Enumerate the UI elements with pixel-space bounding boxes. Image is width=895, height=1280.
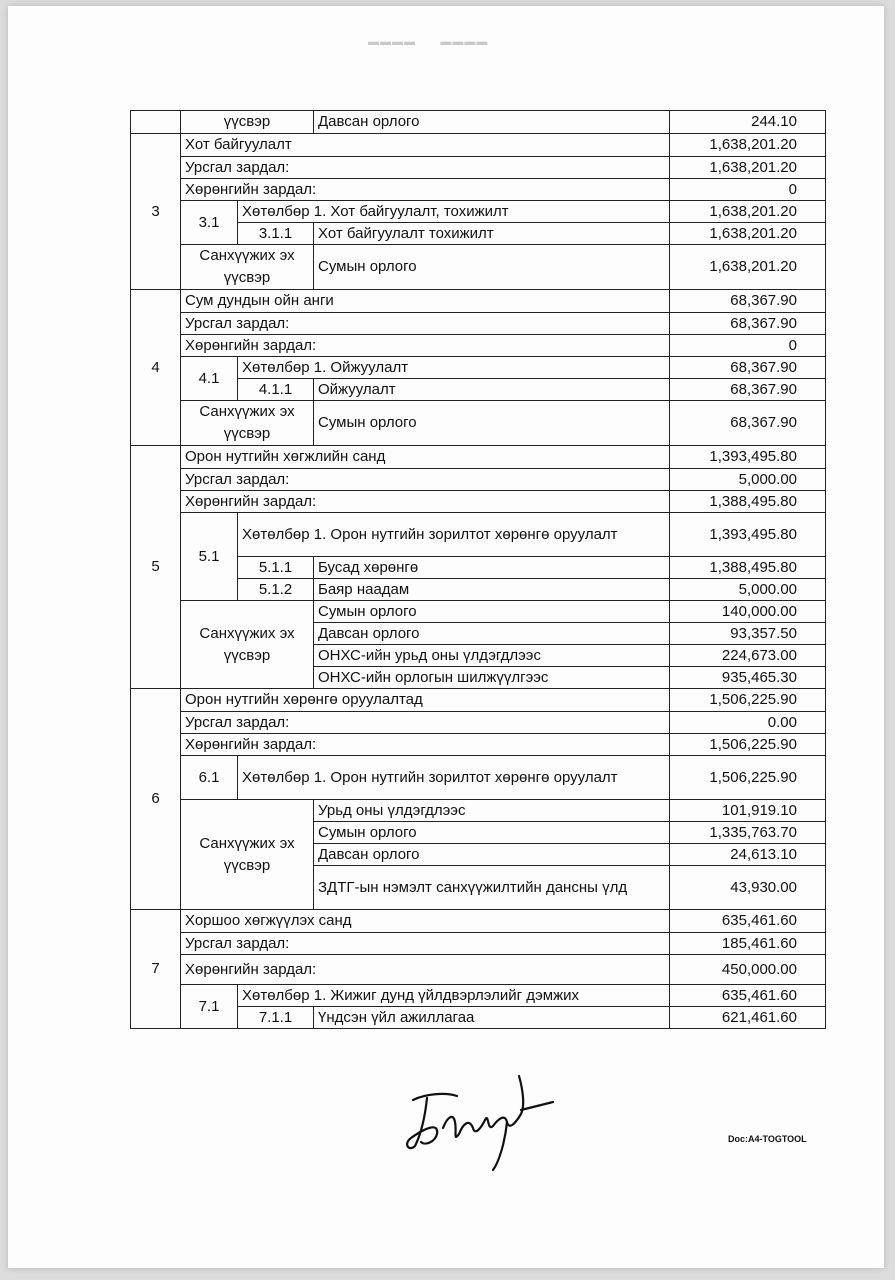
funding-source-name: Сумын орлого bbox=[314, 601, 670, 623]
program-amount: 1,506,225.90 bbox=[670, 756, 826, 800]
capital-expense-amount: 0 bbox=[670, 335, 826, 357]
section-title: Хот байгуулалт bbox=[181, 134, 670, 157]
table-row bbox=[131, 157, 826, 179]
section-number: 4 bbox=[131, 290, 181, 446]
table-row bbox=[131, 179, 826, 201]
section-amount: 1,638,201.20 bbox=[670, 134, 826, 157]
subprogram-amount: 621,461.60 bbox=[670, 1007, 826, 1029]
funding-source-label: Санхүүжих эх үүсвэр bbox=[181, 401, 314, 446]
section-number: 5 bbox=[131, 446, 181, 689]
section-title: Сум дундын ойн анги bbox=[181, 290, 670, 313]
capital-expense-amount: 0 bbox=[670, 179, 826, 201]
table-row bbox=[131, 290, 826, 313]
funding-source-amount: 224,673.00 bbox=[670, 645, 826, 667]
subprogram-number: 4.1.1 bbox=[238, 379, 314, 401]
table-row bbox=[131, 689, 826, 712]
section-number: 3 bbox=[131, 134, 181, 290]
subprogram-name: Үндсэн үйл ажиллагаа bbox=[314, 1007, 670, 1029]
funding-source-label: Санхүүжих эх үүсвэр bbox=[181, 601, 314, 689]
funding-source-name: Давсан орлого bbox=[314, 844, 670, 866]
subprogram-amount: 68,367.90 bbox=[670, 379, 826, 401]
section-amount: 68,367.90 bbox=[670, 290, 826, 313]
current-expense-label: Урсгал зардал: bbox=[181, 313, 670, 335]
program-amount: 635,461.60 bbox=[670, 985, 826, 1007]
subprogram-number: 5.1.2 bbox=[238, 579, 314, 601]
table-row bbox=[131, 933, 826, 955]
subprogram-number: 3.1.1 bbox=[238, 223, 314, 245]
table-row bbox=[131, 756, 826, 800]
section-number-cell-cont bbox=[131, 111, 181, 134]
section-title: Орон нутгийн хөгжлийн санд bbox=[181, 446, 670, 469]
funding-source-name: ОНХС-ийн орлогын шилжүүлгээс bbox=[314, 667, 670, 689]
funding-source-amount: 68,367.90 bbox=[670, 401, 826, 446]
program-name: Хөтөлбөр 1. Орон нутгийн зорилтот хөрөнгө оруулалт bbox=[238, 513, 670, 557]
current-expense-amount: 0.00 bbox=[670, 712, 826, 734]
handwritten-signature bbox=[395, 1062, 555, 1172]
table-row bbox=[131, 955, 826, 985]
table-row bbox=[131, 985, 826, 1007]
funding-source-amount: 24,613.10 bbox=[670, 844, 826, 866]
capital-expense-label: Хөрөнгийн зардал: bbox=[181, 491, 670, 513]
section-amount: 1,506,225.90 bbox=[670, 689, 826, 712]
funding-source-name: Сумын орлого bbox=[314, 245, 670, 290]
table-row bbox=[131, 446, 826, 469]
capital-expense-label: Хөрөнгийн зардал: bbox=[181, 335, 670, 357]
funding-source-name: ЗДТГ-ын нэмэлт санхүүжилтийн дансны үлд bbox=[314, 866, 670, 910]
program-number: 6.1 bbox=[181, 756, 238, 800]
funding-source-amount: 935,465.30 bbox=[670, 667, 826, 689]
section-amount: 1,393,495.80 bbox=[670, 446, 826, 469]
current-expense-amount: 5,000.00 bbox=[670, 469, 826, 491]
capital-expense-amount: 450,000.00 bbox=[670, 955, 826, 985]
subprogram-name: Ойжуулалт bbox=[314, 379, 670, 401]
table-row bbox=[131, 401, 826, 446]
section-amount: 635,461.60 bbox=[670, 910, 826, 933]
subprogram-name: Баяр наадам bbox=[314, 579, 670, 601]
subprogram-name: Хот байгуулалт тохижилт bbox=[314, 223, 670, 245]
budget-table bbox=[130, 110, 826, 1029]
funding-source-amount: 140,000.00 bbox=[670, 601, 826, 623]
section-number: 6 bbox=[131, 689, 181, 910]
program-amount: 1,638,201.20 bbox=[670, 201, 826, 223]
capital-expense-amount: 1,506,225.90 bbox=[670, 734, 826, 756]
subprogram-amount: 1,388,495.80 bbox=[670, 557, 826, 579]
program-name: Хөтөлбөр 1. Жижиг дунд үйлдвэрлэлийг дэмжих bbox=[238, 985, 670, 1007]
current-expense-amount: 68,367.90 bbox=[670, 313, 826, 335]
section-number: 7 bbox=[131, 910, 181, 1029]
table-row bbox=[131, 910, 826, 933]
table-row bbox=[131, 357, 826, 379]
subprogram-number: 5.1.1 bbox=[238, 557, 314, 579]
funding-source-amount: 43,930.00 bbox=[670, 866, 826, 910]
funding-source-amount: 1,335,763.70 bbox=[670, 822, 826, 844]
subprogram-name: Бусад хөрөнгө bbox=[314, 557, 670, 579]
funding-source-name: Сумын орлого bbox=[314, 401, 670, 446]
source-amount: 244.10 bbox=[670, 111, 826, 134]
program-name: Хөтөлбөр 1. Орон нутгийн зорилтот хөрөнгө оруулалт bbox=[238, 756, 670, 800]
funding-source-name: Сумын орлого bbox=[314, 822, 670, 844]
section-title: Орон нутгийн хөрөнгө оруулалтад bbox=[181, 689, 670, 712]
capital-expense-label: Хөрөнгийн зардал: bbox=[181, 734, 670, 756]
capital-expense-label: Хөрөнгийн зардал: bbox=[181, 179, 670, 201]
current-expense-label: Урсгал зардал: bbox=[181, 157, 670, 179]
program-number: 5.1 bbox=[181, 513, 238, 601]
table-row bbox=[131, 712, 826, 734]
table-row bbox=[131, 734, 826, 756]
current-expense-amount: 185,461.60 bbox=[670, 933, 826, 955]
program-number: 4.1 bbox=[181, 357, 238, 401]
program-number: 7.1 bbox=[181, 985, 238, 1029]
table-row bbox=[131, 245, 826, 290]
current-expense-amount: 1,638,201.20 bbox=[670, 157, 826, 179]
funding-source-label: Санхүүжих эх үүсвэр bbox=[181, 245, 314, 290]
section-title: Хоршоо хөгжүүлэх санд bbox=[181, 910, 670, 933]
table-row bbox=[131, 335, 826, 357]
subprogram-number: 7.1.1 bbox=[238, 1007, 314, 1029]
funding-source-label: Санхүүжих эх үүсвэр bbox=[181, 800, 314, 910]
funding-source-amount: 1,638,201.20 bbox=[670, 245, 826, 290]
document-code-label: Doc:A4-TOGTOOL bbox=[728, 1134, 807, 1144]
program-number: 3.1 bbox=[181, 201, 238, 245]
source-name: Давсан орлого bbox=[314, 111, 670, 134]
funding-source-amount: 93,357.50 bbox=[670, 623, 826, 645]
current-expense-label: Урсгал зардал: bbox=[181, 933, 670, 955]
table-row bbox=[131, 111, 826, 134]
current-expense-label: Урсгал зардал: bbox=[181, 712, 670, 734]
funding-source-amount: 101,919.10 bbox=[670, 800, 826, 822]
table-row bbox=[131, 800, 826, 822]
table-row bbox=[131, 601, 826, 623]
subprogram-amount: 1,638,201.20 bbox=[670, 223, 826, 245]
capital-expense-label: Хөрөнгийн зардал: bbox=[181, 955, 670, 985]
table-row bbox=[131, 469, 826, 491]
current-expense-label: Урсгал зардал: bbox=[181, 469, 670, 491]
program-name: Хөтөлбөр 1. Хот байгуулалт, тохижилт bbox=[238, 201, 670, 223]
funding-source-name: Урьд оны үлдэгдлээс bbox=[314, 800, 670, 822]
table-row bbox=[131, 513, 826, 557]
source-label-cont: үүсвэр bbox=[181, 111, 314, 134]
capital-expense-amount: 1,388,495.80 bbox=[670, 491, 826, 513]
funding-source-name: ОНХС-ийн урьд оны үлдэгдлээс bbox=[314, 645, 670, 667]
faint-header-bleed: ▬▬▬▬ ▬▬▬▬ bbox=[368, 36, 489, 48]
program-amount: 1,393,495.80 bbox=[670, 513, 826, 557]
program-name: Хөтөлбөр 1. Ойжуулалт bbox=[238, 357, 670, 379]
table-row bbox=[131, 313, 826, 335]
table-row bbox=[131, 491, 826, 513]
table-row bbox=[131, 201, 826, 223]
subprogram-amount: 5,000.00 bbox=[670, 579, 826, 601]
program-amount: 68,367.90 bbox=[670, 357, 826, 379]
table-row bbox=[131, 134, 826, 157]
funding-source-name: Давсан орлого bbox=[314, 623, 670, 645]
